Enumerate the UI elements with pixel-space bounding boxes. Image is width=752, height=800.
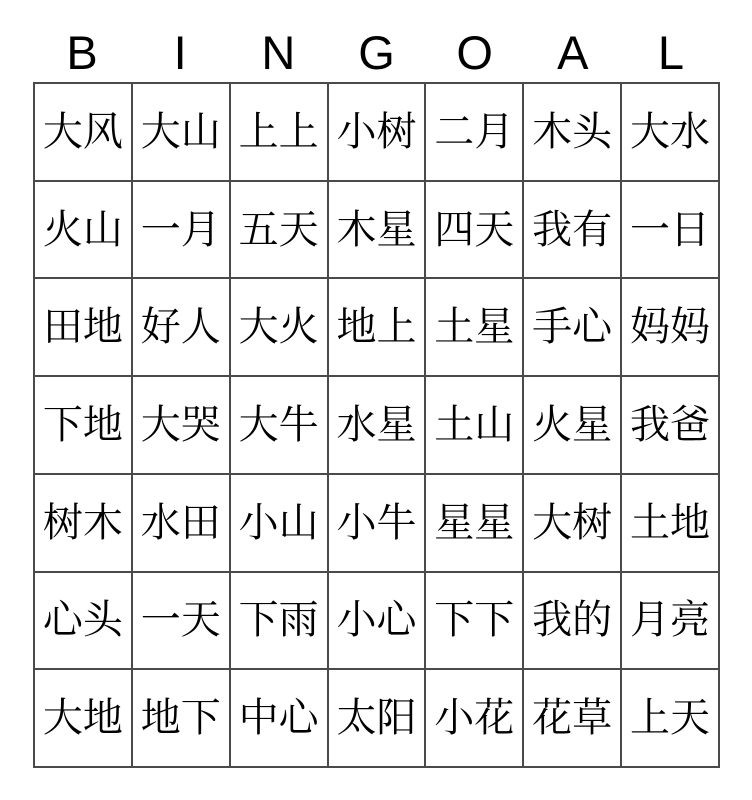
bingo-cell-r6c6[interactable]: 我的: [523, 572, 621, 670]
bingo-cell-r7c2[interactable]: 地下: [132, 669, 230, 767]
bingo-row-1: [34, 83, 719, 181]
bingo-cell-r2c1[interactable]: 火山: [34, 181, 132, 279]
bingo-cell-r2c7[interactable]: 一日: [621, 181, 719, 279]
bingo-cell-r6c7[interactable]: 月亮: [621, 572, 719, 670]
bingo-cell-r4c2[interactable]: 大哭: [132, 376, 230, 474]
bingo-cell-r2c6[interactable]: 我有: [523, 181, 621, 279]
title-letter-n: N: [261, 26, 296, 79]
bingo-cell-r1c3[interactable]: 上上: [230, 83, 328, 181]
bingo-cell-r5c3[interactable]: 小山: [230, 474, 328, 572]
bingo-cell-r2c3[interactable]: 五天: [230, 181, 328, 279]
bingo-cell-r3c6[interactable]: 手心: [523, 278, 621, 376]
bingo-cell-r7c5[interactable]: 小花: [425, 669, 523, 767]
bingo-cell-r4c5[interactable]: 土山: [425, 376, 523, 474]
bingo-row-2: [34, 181, 719, 279]
bingo-row-4: [34, 376, 719, 474]
bingo-cell-r4c3[interactable]: 大牛: [230, 376, 328, 474]
title-letter-a: A: [557, 26, 589, 79]
bingo-cell-r3c3[interactable]: 大火: [230, 278, 328, 376]
bingo-cell-r5c5[interactable]: 星星: [425, 474, 523, 572]
bingo-cell-r4c7[interactable]: 我爸: [621, 376, 719, 474]
bingo-cell-r5c1[interactable]: 树木: [34, 474, 132, 572]
bingo-cell-r1c1[interactable]: 大风: [34, 83, 132, 181]
bingo-cell-r3c2[interactable]: 好人: [132, 278, 230, 376]
bingo-cell-r2c5[interactable]: 四天: [425, 181, 523, 279]
bingo-card: [33, 18, 720, 768]
bingo-row-7: [34, 669, 719, 767]
bingo-cell-r1c7[interactable]: 大水: [621, 83, 719, 181]
bingo-cell-r7c3[interactable]: 中心: [230, 669, 328, 767]
bingo-cell-r7c4[interactable]: 太阳: [328, 669, 426, 767]
title-letter-i: I: [173, 26, 187, 79]
bingo-cell-r3c4[interactable]: 地上: [328, 278, 426, 376]
bingo-cell-r6c4[interactable]: 小心: [328, 572, 426, 670]
bingo-cell-r6c5[interactable]: 下下: [425, 572, 523, 670]
card-title: [33, 18, 720, 79]
bingo-cell-r7c7[interactable]: 上天: [621, 669, 719, 767]
bingo-cell-r4c6[interactable]: 火星: [523, 376, 621, 474]
bingo-grid: [33, 82, 720, 768]
bingo-cell-r3c7[interactable]: 妈妈: [621, 278, 719, 376]
bingo-cell-r1c4[interactable]: 小树: [328, 83, 426, 181]
bingo-cell-r5c2[interactable]: 水田: [132, 474, 230, 572]
bingo-row-5: [34, 474, 719, 572]
bingo-cell-r2c2[interactable]: 一月: [132, 181, 230, 279]
bingo-row-6: [34, 572, 719, 670]
bingo-cell-r4c4[interactable]: 水星: [328, 376, 426, 474]
title-letter-o: O: [456, 26, 493, 79]
bingo-cell-r4c1[interactable]: 下地: [34, 376, 132, 474]
title-letter-g: G: [358, 26, 395, 79]
bingo-cell-r3c5[interactable]: 土星: [425, 278, 523, 376]
bingo-cell-r5c7[interactable]: 土地: [621, 474, 719, 572]
bingo-cell-r3c1[interactable]: 田地: [34, 278, 132, 376]
bingo-cell-r6c2[interactable]: 一天: [132, 572, 230, 670]
bingo-cell-r5c6[interactable]: 大树: [523, 474, 621, 572]
title-letter-l: L: [657, 26, 684, 79]
bingo-cell-r1c6[interactable]: 木头: [523, 83, 621, 181]
bingo-row-3: [34, 278, 719, 376]
bingo-cell-r7c1[interactable]: 大地: [34, 669, 132, 767]
bingo-cell-r7c6[interactable]: 花草: [523, 669, 621, 767]
title-letter-b: B: [66, 26, 98, 79]
bingo-cell-r1c5[interactable]: 二月: [425, 83, 523, 181]
bingo-cell-r6c1[interactable]: 心头: [34, 572, 132, 670]
bingo-cell-r1c2[interactable]: 大山: [132, 83, 230, 181]
bingo-cell-r6c3[interactable]: 下雨: [230, 572, 328, 670]
bingo-cell-r5c4[interactable]: 小牛: [328, 474, 426, 572]
bingo-cell-r2c4[interactable]: 木星: [328, 181, 426, 279]
